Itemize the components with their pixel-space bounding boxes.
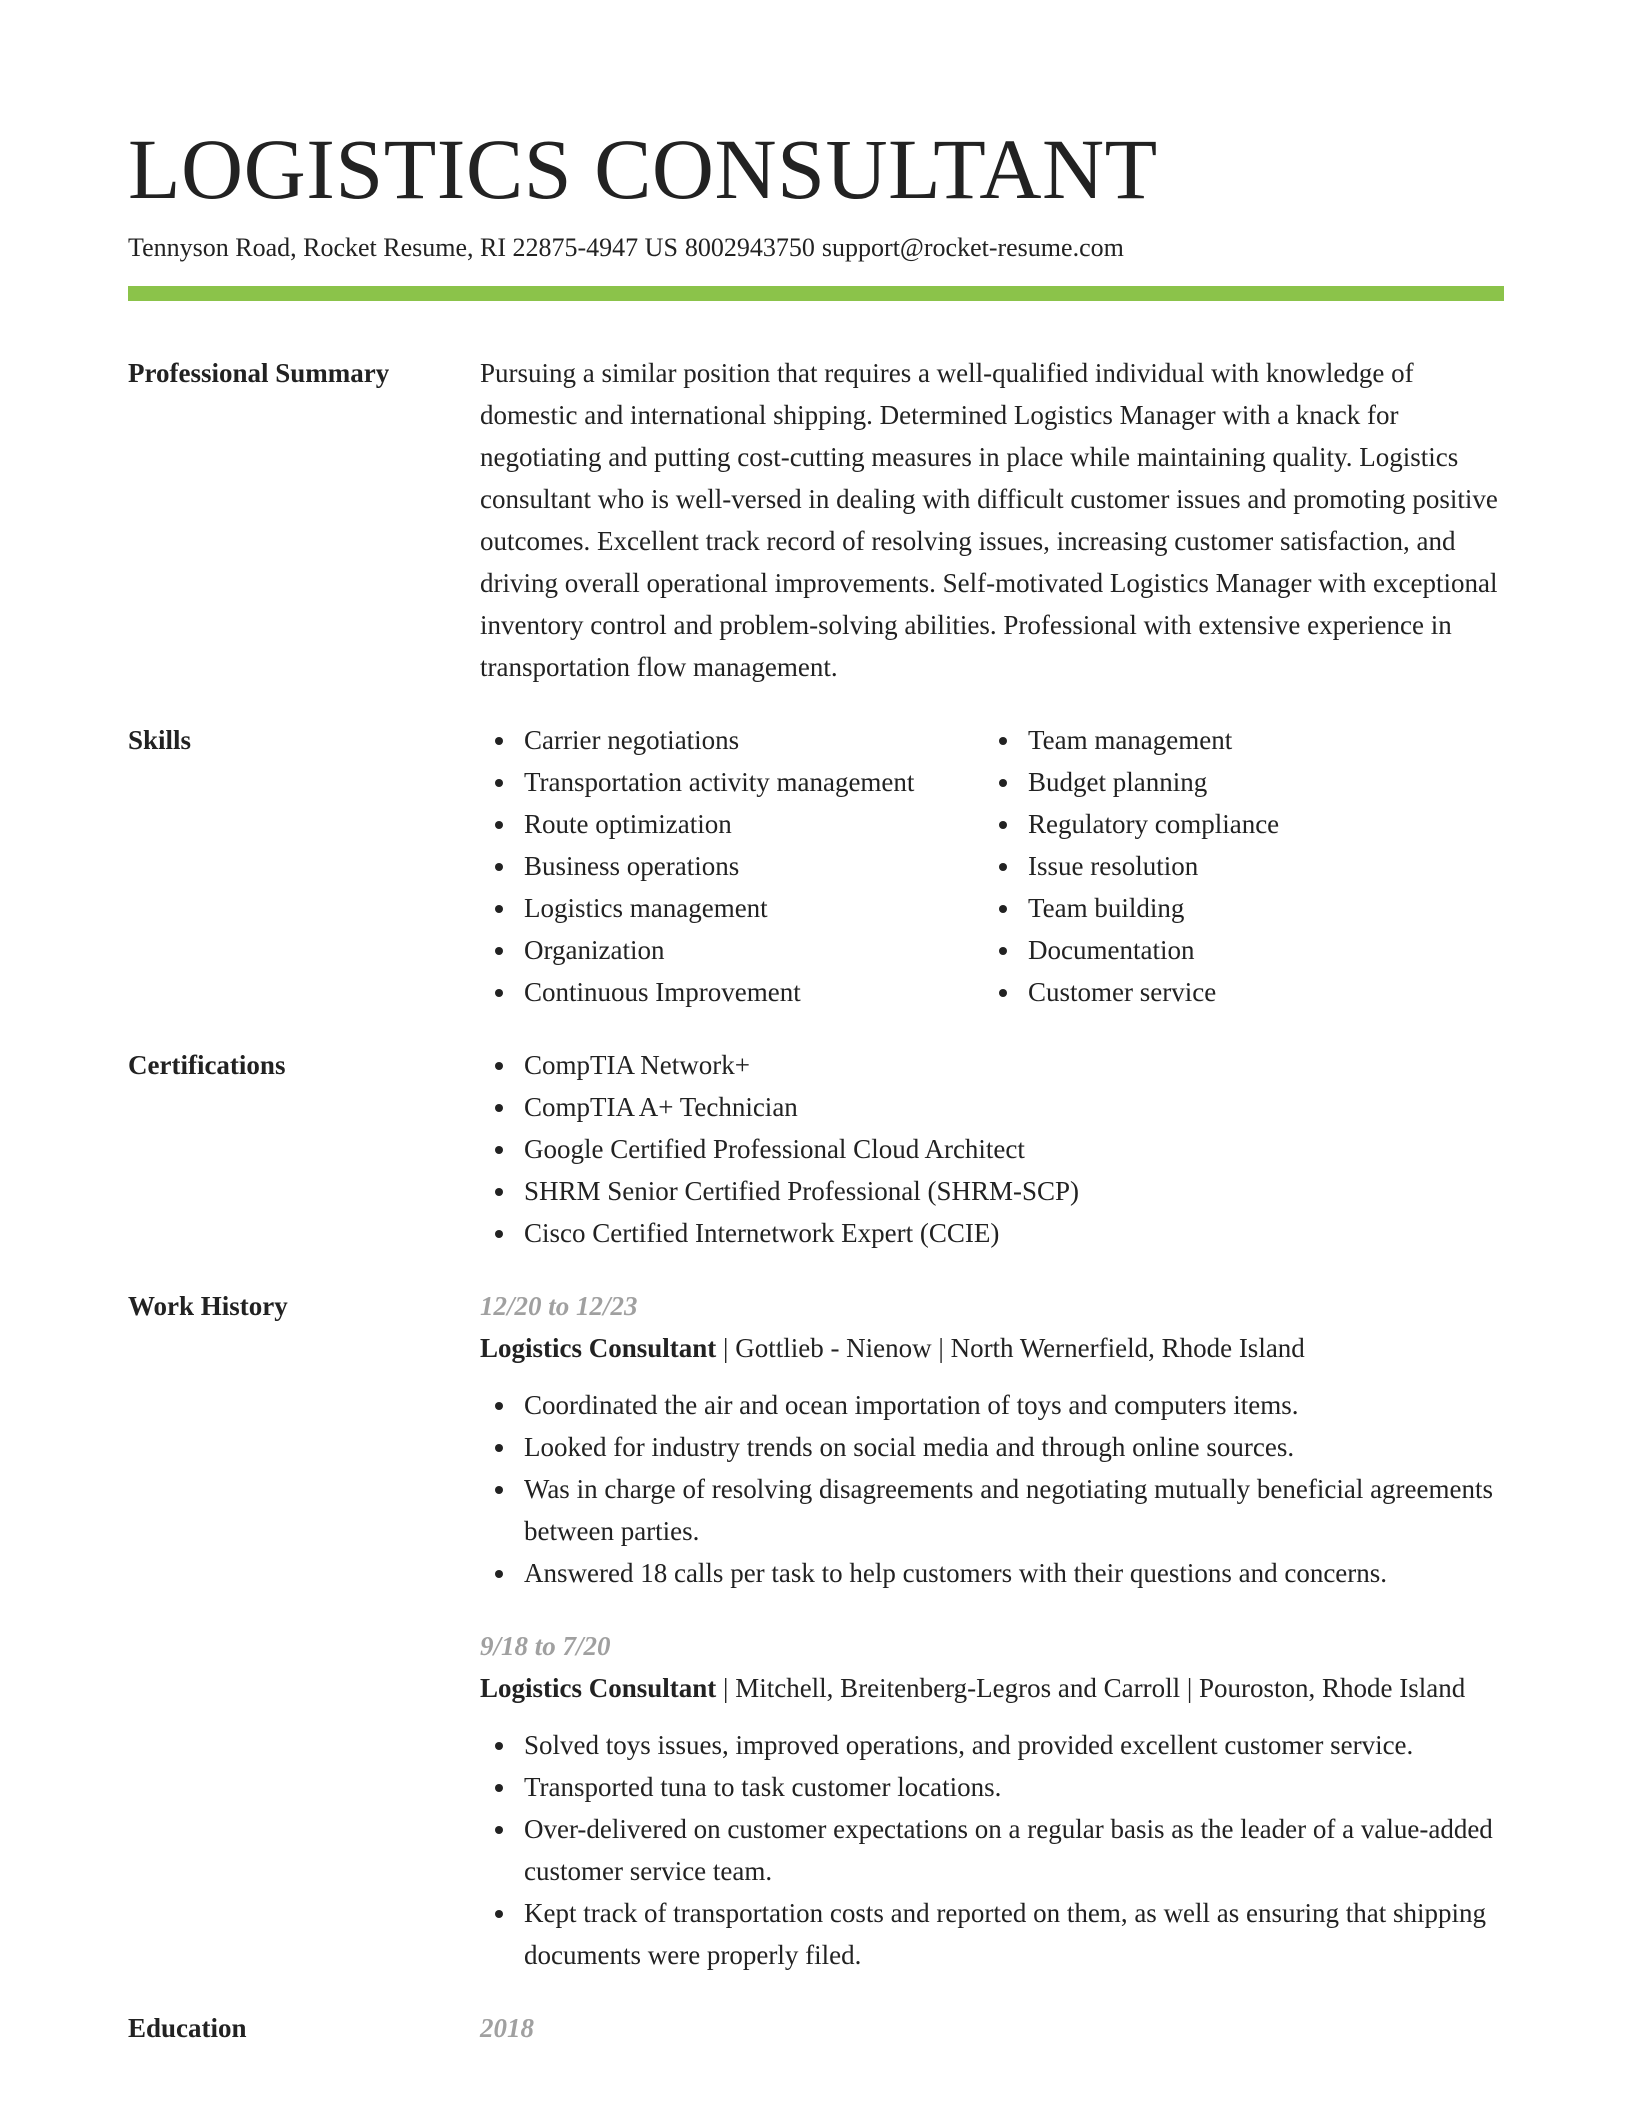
certification-item: Cisco Certified Internetwork Expert (CCIE) [480, 1212, 1504, 1254]
education-section [128, 2007, 1504, 2049]
summary-body [480, 352, 1504, 688]
certifications-heading: Certifications [128, 1050, 286, 1080]
job-dates: 9/18 to 7/20 [480, 1631, 611, 1661]
skills-body [480, 719, 1504, 1013]
skill-item: Customer service [984, 971, 1488, 1013]
job-heading [480, 1667, 1504, 1709]
skill-item: Continuous Improvement [480, 971, 984, 1013]
summary-section [128, 352, 1504, 688]
skills-list-right [984, 719, 1488, 1013]
job-bullet: Solved toys issues, improved operations, and provided excellent customer service. [480, 1724, 1504, 1766]
work-history-heading: Work History [128, 1291, 288, 1321]
skills-list-left [480, 719, 984, 1013]
skills-heading: Skills [128, 725, 192, 755]
job-details: | Mitchell, Breitenberg-Legros and Carroll | Pouroston, Rhode Island [716, 1673, 1466, 1703]
job-bullets [480, 1384, 1504, 1594]
skill-item: Team building [984, 887, 1488, 929]
education-year: 2018 [480, 2013, 534, 2043]
work-history-body [480, 1285, 1504, 1976]
skill-item: Issue resolution [984, 845, 1488, 887]
job-bullets [480, 1724, 1504, 1976]
certifications-list [480, 1044, 1504, 1254]
skill-item: Route optimization [480, 803, 984, 845]
job-bullet: Coordinated the air and ocean importation of toys and computers items. [480, 1384, 1504, 1426]
skill-item: Team management [984, 719, 1488, 761]
certifications-section [128, 1044, 1504, 1254]
skill-item: Regulatory compliance [984, 803, 1488, 845]
job-details: | Gottlieb - Nienow | North Wernerfield, Rhode Island [716, 1333, 1305, 1363]
work-history-section [128, 1285, 1504, 1976]
job-title: Logistics Consultant [480, 1333, 717, 1363]
certifications-body [480, 1044, 1504, 1254]
job-bullet: Looked for industry trends on social media and through online sources. [480, 1426, 1504, 1468]
summary-heading: Professional Summary [128, 358, 390, 388]
job-title: Logistics Consultant [480, 1673, 717, 1703]
certification-item: CompTIA Network+ [480, 1044, 1504, 1086]
job-bullet: Kept track of transportation costs and reported on them, as well as ensuring that shipping documents were properly filed. [480, 1892, 1504, 1976]
skill-item: Transportation activity management [480, 761, 984, 803]
skill-item: Budget planning [984, 761, 1488, 803]
skill-item: Business operations [480, 845, 984, 887]
contact-address: Tennyson Road, Rocket Resume, RI 22875-4947 US [128, 233, 678, 262]
job-entry [480, 1285, 1504, 1594]
job-dates: 12/20 to 12/23 [480, 1291, 638, 1321]
resume-title: LOGISTICS CONSULTANT [128, 121, 1158, 217]
job-bullet: Transported tuna to task customer locations. [480, 1766, 1504, 1808]
skill-item: Documentation [984, 929, 1488, 971]
education-body [480, 2007, 1504, 2049]
skills-section [128, 719, 1504, 1013]
contact-phone: 8002943750 [684, 233, 815, 262]
certification-item: CompTIA A+ Technician [480, 1086, 1504, 1128]
skill-item: Organization [480, 929, 984, 971]
job-bullet: Was in charge of resolving disagreements and negotiating mutually beneficial agreements between parties. [480, 1468, 1504, 1552]
certification-item: Google Certified Professional Cloud Architect [480, 1128, 1504, 1170]
job-bullet: Over-delivered on customer expectations on a regular basis as the leader of a value-added customer service team. [480, 1808, 1504, 1892]
header-divider [128, 286, 1504, 301]
skill-item: Logistics management [480, 887, 984, 929]
contact-email: support@rocket-resume.com [821, 233, 1124, 262]
job-bullet: Answered 18 calls per task to help customers with their questions and concerns. [480, 1552, 1504, 1594]
contact-line [128, 230, 1124, 266]
job-heading [480, 1327, 1504, 1369]
job-entry [480, 1625, 1504, 1976]
resume-sections [128, 352, 1504, 2049]
skill-item: Carrier negotiations [480, 719, 984, 761]
education-heading: Education [128, 2013, 247, 2043]
certification-item: SHRM Senior Certified Professional (SHRM-SCP) [480, 1170, 1504, 1212]
summary-text: Pursuing a similar position that requires a well-qualified individual with knowledge of domestic and international shipping. Determined Logistics Manager with a knack for negotiating and putting cost-cutting measures in place while maintaining quality. Logistics consultant who is well-versed in dealing with difficult customer issues and promoting positive outcomes. Excellent track record of resolving issues, increasing customer satisfaction, and driving overall operational improvements. Self-motivated Logistics Manager with exceptional inventory control and problem-solving abilities. Professional with extensive experience in transportation flow management. [480, 358, 1498, 682]
